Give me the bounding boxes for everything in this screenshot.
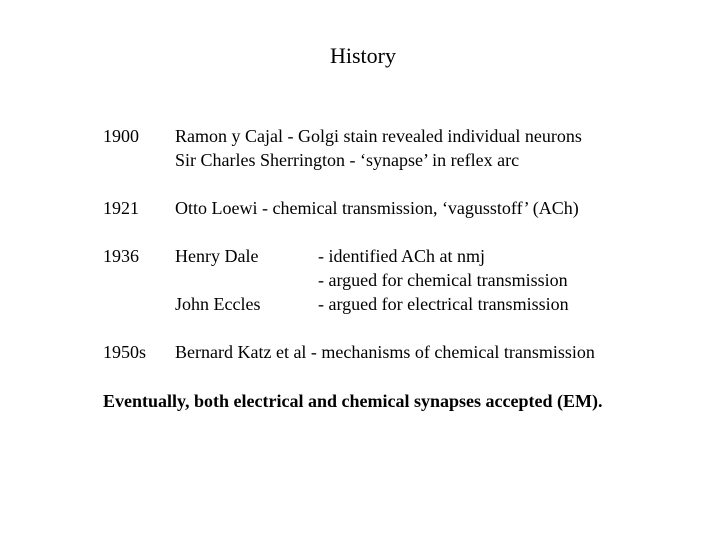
person-john-eccles: John Eccles (175, 294, 261, 314)
year-1921: 1921 (103, 198, 139, 218)
conclusion-text: Eventually, both electrical and chemical synapses accepted (EM). (103, 391, 603, 411)
entry-1900-line-1: Ramon y Cajal - Golgi stain revealed individual neurons (175, 126, 582, 146)
year-1950s: 1950s (103, 342, 147, 362)
person-henry-dale: Henry Dale (175, 246, 259, 266)
henry-dale-note-2: - argued for chemical transmission (318, 270, 568, 290)
entry-1921-line-1: Otto Loewi - chemical transmission, ‘vagusstoff’ (ACh) (175, 198, 579, 218)
john-eccles-note-1: - argued for electrical transmission (318, 294, 569, 314)
slide-title: History (330, 43, 396, 68)
year-1936: 1936 (103, 246, 139, 266)
entry-1900-line-2: Sir Charles Sherrington - ‘synapse’ in reflex arc (175, 150, 520, 170)
year-1900: 1900 (103, 126, 139, 146)
henry-dale-note-1: - identified ACh at nmj (318, 246, 485, 266)
entry-1950s-line-1: Bernard Katz et al - mechanisms of chemical transmission (175, 342, 595, 362)
